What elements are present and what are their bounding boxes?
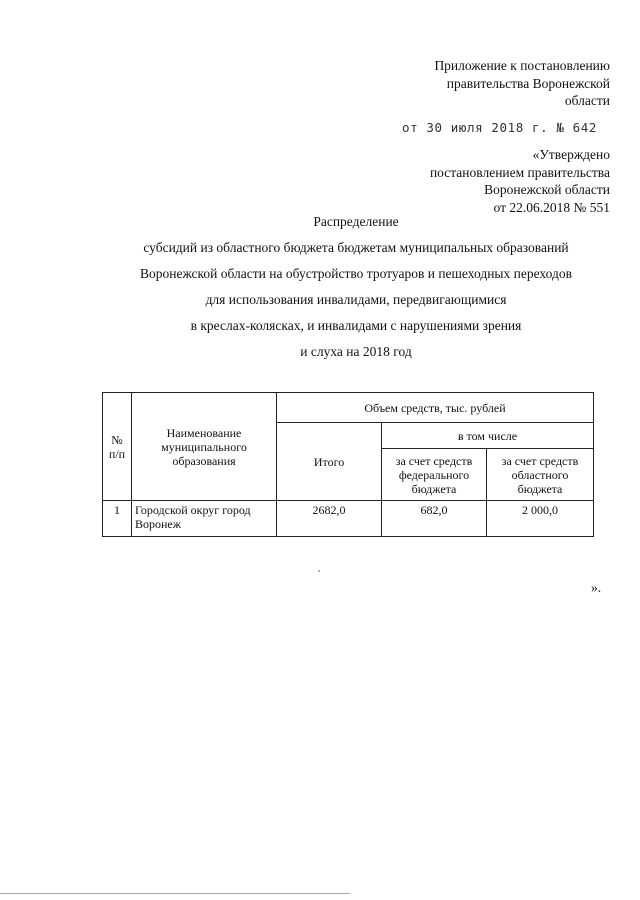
approved-line: Воронежской области — [484, 182, 610, 197]
header-total: Итого — [277, 423, 382, 501]
title-line: и слуха на 2018 год — [300, 344, 412, 359]
approved-line: постановлением правительства — [429, 164, 610, 180]
header-federal: за счет средств федерального бюджета — [382, 449, 487, 501]
annex-block — [350, 57, 610, 110]
row-name: Городской округ город Воронеж — [132, 501, 277, 537]
header-including: в том числе — [382, 423, 594, 449]
row-federal: 682,0 — [382, 501, 487, 537]
approved-line: от 22.06.2018 № 551 — [493, 199, 610, 215]
header-num: № п/п — [103, 393, 132, 501]
title-line: для использования инвалидами, передвигающимися — [205, 292, 507, 307]
annex-line: Приложение к постановлению — [434, 58, 610, 73]
scan-speck — [318, 570, 320, 572]
closing-quote: ». — [591, 580, 602, 595]
document-title — [0, 209, 640, 365]
subsidy-table — [102, 392, 594, 537]
date-number-stamp: от 30 июля 2018 г. № 642 — [402, 120, 598, 135]
row-regional: 2 000,0 — [487, 501, 594, 537]
header-regional: за счет средств областного бюджета — [487, 449, 594, 501]
table-row — [103, 501, 594, 537]
approved-line: «Утверждено — [532, 147, 610, 162]
header-name: Наименование муниципального образования — [132, 393, 277, 501]
scan-edge-line — [0, 893, 350, 894]
approved-block — [350, 146, 610, 216]
header-volume: Объем средств, тыс. рублей — [277, 393, 594, 423]
title-line: в креслах-колясках, и инвалидами с нарушениями зрения — [190, 318, 522, 333]
title-line: субсидий из областного бюджета бюджетам муниципальных образований — [143, 240, 569, 255]
title-line: Воронежской области на обустройство тротуаров и пешеходных переходов — [140, 266, 572, 281]
annex-line: правительства Воронежской — [446, 75, 610, 91]
row-num: 1 — [103, 501, 132, 537]
annex-line: области — [564, 93, 610, 108]
title-line: Распределение — [313, 214, 399, 229]
row-total: 2682,0 — [277, 501, 382, 537]
